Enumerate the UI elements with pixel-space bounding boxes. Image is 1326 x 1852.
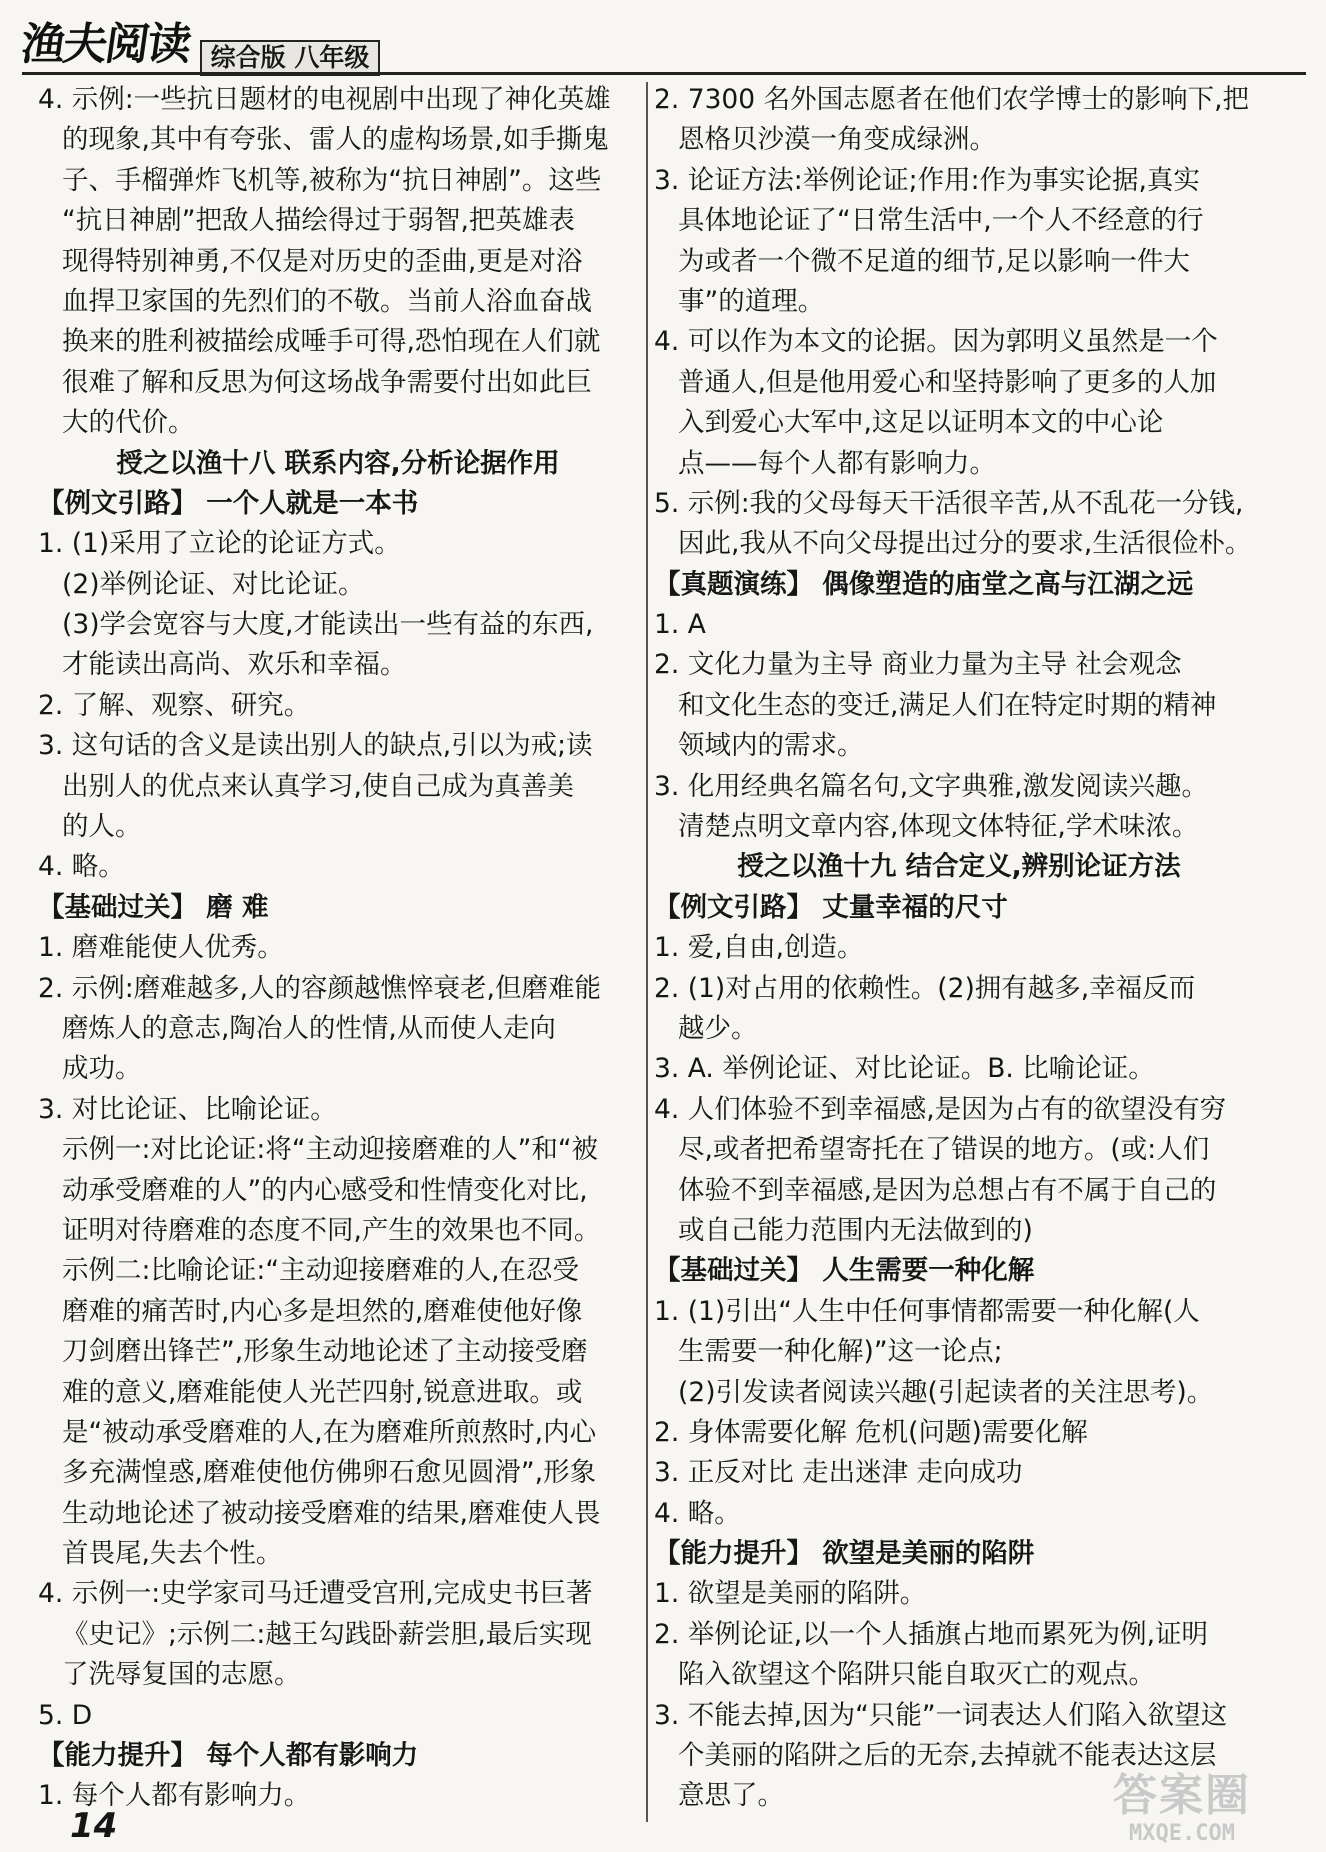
text-line: 现得特别神勇,不仅是对历史的歪曲,更是对浴 — [62, 245, 583, 277]
edition-label: 综合版 八年级 — [200, 40, 380, 76]
book-logo: 渔夫阅读 — [17, 19, 193, 70]
page-header — [17, 6, 542, 78]
text-line: 难的意义,磨难能使人光芒四射,锐意进取。或 — [62, 1376, 583, 1408]
text-line: 《史记》;示例二:越王勾践卧薪尝胆,最后实现 — [62, 1618, 592, 1650]
text-line: 1. 欲望是美丽的陷阱。 — [654, 1578, 927, 1610]
text-line: 越少。 — [678, 1012, 758, 1044]
text-line: (2)引发读者阅读兴趣(引起读者的关注思考)。 — [678, 1376, 1214, 1408]
text-line: 4. 示例:一些抗日题材的电视剧中出现了神化英雄 — [38, 84, 611, 115]
text-line: 2. (1)对占用的依赖性。(2)拥有越多,幸福反而 — [654, 972, 1196, 1004]
watermark-url: MXQE.COM — [1129, 1821, 1235, 1846]
text-line: 子、手榴弹炸飞机等,被称为“抗日神剧”。这些 — [62, 164, 602, 196]
text-line: 2. 7300 名外国志愿者在他们农学博士的影响下,把 — [654, 84, 1249, 115]
text-line: 2. 身体需要化解 危机(问题)需要化解 — [654, 1416, 1088, 1448]
text-line: 入到爱心大军中,这足以证明本文的中心论 — [678, 407, 1164, 439]
text-line: 清楚点明文章内容,体现文体特征,学术味浓。 — [678, 811, 1199, 843]
text-line: 4. 可以作为本文的论据。因为郭明义虽然是一个 — [654, 326, 1218, 358]
text-line: 血捍卫家国的先烈们的不敬。当前人浴血奋战 — [62, 285, 592, 317]
text-line: 2. 示例:磨难越多,人的容颜越憔悴衰老,但磨难能 — [38, 972, 601, 1004]
page-number: 14 — [70, 1806, 118, 1846]
text-line: “抗日神剧”把敌人描绘得过于弱智,把英雄表 — [62, 205, 575, 237]
text-line: 换来的胜利被描绘成唾手可得,恐怕现在人们就 — [62, 326, 601, 358]
text-line: 恩格贝沙漠一角变成绿洲。 — [678, 124, 996, 156]
text-line: 才能读出高尚、欢乐和幸福。 — [62, 649, 407, 681]
text-line: 2. 文化力量为主导 商业力量为主导 社会观念 — [654, 649, 1182, 681]
text-line: 出别人的优点来认真学习,使自己成为真善美 — [62, 770, 574, 802]
text-line: 很难了解和反思为何这场战争需要付出如此巨 — [62, 366, 592, 398]
text-line: 磨炼人的意志,陶冶人的性情,从而使人走向 — [62, 1012, 556, 1044]
text-line: 3. 化用经典名篇名句,文字典雅,激发阅读兴趣。 — [654, 770, 1209, 802]
text-line: 了洗辱复国的志愿。 — [62, 1659, 301, 1691]
text-line: (3)学会宽容与大度,才能读出一些有益的东西, — [62, 609, 594, 641]
text-line: 首畏尾,失去个性。 — [62, 1538, 283, 1570]
text-line: 磨难的痛苦时,内心多是坦然的,磨难使他好像 — [62, 1295, 583, 1327]
text-line: 点——每个人都有影响力。 — [678, 447, 996, 479]
text-line: 因此,我从不向父母提出过分的要求,生活很俭朴。 — [678, 528, 1252, 560]
text-line: 2. 了解、观察、研究。 — [38, 689, 311, 721]
text-line: 生动地论述了被动接受磨难的结果,磨难使人畏 — [62, 1497, 601, 1529]
watermark-text: 答案圈 — [1113, 1770, 1251, 1821]
text-line: 和文化生态的变迁,满足人们在特定时期的精神 — [678, 689, 1217, 721]
text-line: 的现象,其中有夸张、雷人的虚构场景,如手撕鬼 — [62, 124, 609, 156]
subsection-heading: 【基础过关】 人生需要一种化解 — [654, 1255, 1035, 1287]
text-line: 大的代价。 — [62, 407, 195, 439]
section-title: 授之以渔十九 结合定义,辨别论证方法 — [737, 851, 1181, 883]
text-line: 体验不到幸福感,是因为总想占有不属于自己的 — [678, 1174, 1217, 1206]
text-line: 5. 示例:我的父母每天干活很辛苦,从不乱花一分钱, — [654, 487, 1244, 519]
text-line: 的人。 — [62, 811, 142, 843]
text-line: 是“被动承受磨难的人,在为磨难所煎熬时,内心 — [62, 1416, 597, 1448]
text-line: 4. 略。 — [38, 851, 125, 883]
header-rule — [22, 72, 1306, 75]
text-line: 成功。 — [62, 1053, 142, 1085]
subsection-heading: 【能力提升】 欲望是美丽的陷阱 — [654, 1538, 1035, 1570]
text-line: 证明对待磨难的态度不同,产生的效果也不同。 — [62, 1214, 601, 1246]
text-line: 4. 示例一:史学家司马迁遭受宫刑,完成史书巨著 — [38, 1578, 593, 1610]
text-line: 5. D — [38, 1699, 93, 1731]
text-line: 1. A — [654, 609, 706, 641]
subsection-heading: 【例文引路】 一个人就是一本书 — [38, 487, 419, 519]
text-line: 为或者一个微不足道的细节,足以影响一件大 — [678, 245, 1190, 277]
text-line: 4. 人们体验不到幸福感,是因为占有的欲望没有穷 — [654, 1093, 1227, 1125]
text-line: 动承受磨难的人”的内心感受和性情变化对比, — [62, 1174, 588, 1206]
text-line: 4. 略。 — [654, 1497, 741, 1529]
text-line: 3. 不能去掉,因为“只能”一词表达人们陷入欲望这 — [654, 1699, 1228, 1731]
subsection-heading: 【真题演练】 偶像塑造的庙堂之高与江湖之远 — [654, 568, 1194, 600]
text-line: 尽,或者把希望寄托在了错误的地方。(或:人们 — [678, 1134, 1210, 1166]
text-line: 普通人,但是他用爱心和坚持影响了更多的人加 — [678, 366, 1217, 398]
subsection-heading: 【能力提升】 每个人都有影响力 — [38, 1740, 419, 1772]
right-column — [654, 80, 1264, 1817]
text-line: 意思了。 — [678, 1780, 784, 1812]
text-line: 1. 每个人都有影响力。 — [38, 1780, 311, 1812]
text-line: 3. 这句话的含义是读出别人的缺点,引以为戒;读 — [38, 730, 593, 762]
subsection-heading: 【基础过关】 磨 难 — [38, 891, 269, 923]
text-line: 示例二:比喻论证:“主动迎接磨难的人,在忍受 — [62, 1255, 580, 1287]
text-line: 个美丽的陷阱之后的无奈,去掉就不能表达这层 — [678, 1740, 1217, 1772]
text-line: 1. 磨难能使人优秀。 — [38, 932, 284, 964]
text-line: 1. (1)引出“人生中任何事情都需要一种化解(人 — [654, 1295, 1200, 1327]
text-line: 3. A. 举例论证、对比论证。B. 比喻论证。 — [654, 1053, 1155, 1085]
text-line: 1. 爱,自由,创造。 — [654, 932, 864, 964]
section-title: 授之以渔十八 联系内容,分析论据作用 — [116, 447, 560, 479]
text-line: 陷入欲望这个陷阱只能自取灭亡的观点。 — [678, 1659, 1155, 1691]
text-line: 领域内的需求。 — [678, 730, 864, 762]
text-line: 3. 论证方法:举例论证;作用:作为事实论据,真实 — [654, 164, 1200, 196]
text-line: 2. 举例论证,以一个人插旗占地而累死为例,证明 — [654, 1618, 1209, 1650]
text-line: 3. 正反对比 走出迷津 走向成功 — [654, 1457, 1023, 1489]
text-line: 生需要一种化解)”这一论点; — [678, 1336, 1003, 1368]
text-line: 刀剑磨出锋芒”,形象生动地论述了主动接受磨 — [62, 1336, 588, 1368]
text-line: 多充满惶惑,磨难使他仿佛卵石愈见圆滑”,形象 — [62, 1457, 597, 1489]
text-line: 示例一:对比论证:将“主动迎接磨难的人”和“被 — [62, 1134, 599, 1166]
text-line: 具体地论证了“日常生活中,一个人不经意的行 — [678, 205, 1204, 237]
column-divider — [646, 82, 648, 1822]
text-line: (2)举例论证、对比论证。 — [62, 568, 365, 600]
text-line: 或自己能力范围内无法做到的) — [678, 1214, 1033, 1246]
text-line: 1. (1)采用了立论的论证方式。 — [38, 528, 401, 560]
watermark-logo — [1062, 1770, 1302, 1848]
left-column — [38, 80, 638, 1817]
text-line: 事”的道理。 — [678, 285, 825, 317]
subsection-heading: 【例文引路】 丈量幸福的尺寸 — [654, 891, 1008, 923]
text-line: 3. 对比论证、比喻论证。 — [38, 1093, 337, 1125]
